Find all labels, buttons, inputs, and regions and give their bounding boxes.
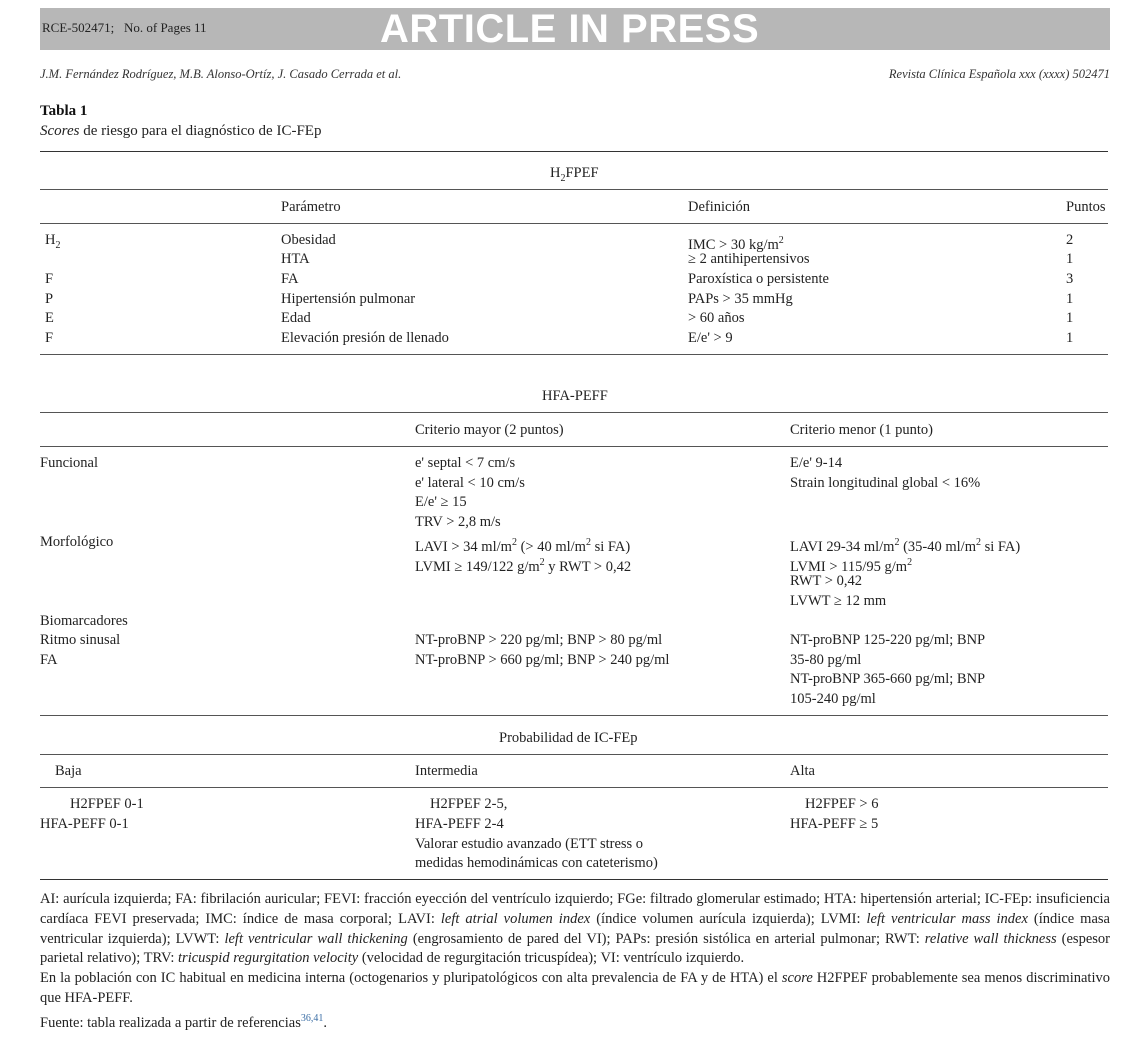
morfologico-menor-line: LVWT ≥ 12 mm	[790, 593, 887, 609]
funcional-mayor-line: TRV > 2,8 m/s	[415, 514, 501, 530]
h2fpef-def: Paroxística o persistente	[688, 271, 829, 287]
funcional-mayor-line: E/e' ≥ 15	[415, 494, 467, 510]
abbreviations	[40, 890, 1110, 969]
h2fpef-param: Edad	[281, 310, 311, 326]
h2fpef-param: HTA	[281, 251, 310, 267]
h2fpef-def-imc: IMC > 30 $kg/m^2$	[688, 235, 784, 253]
h2fpef-pts: 2	[1066, 232, 1074, 248]
h2fpef-def: E/e' > 9	[688, 330, 733, 346]
probabilidad-title-rule	[40, 754, 1108, 755]
morfologico-menor-line: LAVI 29-34 $ml/m^2$ (35-40 $ml/m^2$ si FA)	[790, 537, 1021, 555]
row-label-fa: FA	[40, 652, 58, 668]
hfapeff-title: HFA-PEFF	[542, 388, 608, 404]
morfologico-mayor-line: LVMI ≥ 149/122 $g/m^2$ y RWT > 0,42	[415, 557, 632, 575]
abbrev-text: AI: aurícula izquierda; FA: fibrilación auricular; FEVI: fracción eyección del ventrículo izquierdo; FGe: filtrado glomerular estimado; HTA: hipertensión arterial; IC-FEp: insuficiencia cardíaca FEVI preservada; IMC: índice de masa corporal; LAVI:	[40, 891, 1110, 927]
h2fpef-letter: E	[45, 310, 54, 326]
reference-link[interactable]: 36,41	[300, 1012, 324, 1024]
h2fpef-param: Hipertensión pulmonar	[281, 291, 416, 307]
abbrev-text: (engrosamiento de pared del VI); PAPs: presión sistólica en arterial pulmonar; RWT:	[407, 930, 925, 947]
header-baja: Baja	[55, 763, 82, 779]
note-italic: score	[781, 970, 813, 987]
caption-rest: de riesgo para el diagnóstico de IC-FEp	[79, 123, 322, 139]
abbrev-text: (índice masa ventricular izquierda); LVWT:	[40, 910, 1110, 947]
header-criterio-mayor: Criterio mayor (2 puntos)	[415, 422, 564, 438]
hfapeff-title-rule	[40, 412, 1108, 413]
h2fpef-def: > 60 años	[688, 310, 745, 326]
h2fpef-header-rule	[40, 223, 1108, 224]
doc-meta	[42, 20, 207, 36]
intermedia-line: HFA-PEFF 2-4	[415, 816, 504, 832]
row-label-ritmo-sinusal: Ritmo sinusal	[40, 632, 121, 648]
biomarcadores-menor-line: NT-proBNP 365-660 pg/ml; BNP	[790, 671, 986, 687]
h2fpef-pts: 1	[1066, 291, 1074, 307]
h2fpef-pts: 3	[1066, 271, 1074, 287]
abbrev-text: (velocidad de regurgitación tricuspídea); VI: ventrículo izquierdo.	[358, 950, 745, 967]
h2fpef-bottom-rule	[40, 354, 1108, 355]
h2fpef-title-rest: FPEF	[565, 165, 599, 181]
intermedia-line: Valorar estudio avanzado (ETT stress o	[415, 836, 644, 852]
article-in-press-banner	[40, 8, 1110, 50]
header-alta: Alta	[790, 763, 815, 779]
table-caption	[40, 123, 321, 140]
morfologico-mayor-line: LAVI > 34 $ml/m^2$ (> 40 $ml/m^2$ si FA)	[415, 537, 631, 555]
biomarcadores-menor-line: NT-proBNP 125-220 pg/ml; BNP	[790, 632, 986, 648]
h2fpef-def: ≥ 2 antihipertensivos	[688, 251, 810, 267]
h2fpef-param: FA	[281, 271, 299, 287]
abbrev-italic: left ventricular wall thickening	[224, 930, 408, 947]
funcional-menor-line: Strain longitudinal global < 16%	[790, 475, 981, 491]
table-bottom-rule	[40, 879, 1108, 880]
h2fpef-title-h: H	[550, 165, 561, 181]
h2fpef-letter: F	[45, 330, 54, 346]
baja-line: HFA-PEFF 0-1	[40, 816, 129, 832]
baja-line: H2FPEF 0-1	[70, 796, 144, 812]
funcional-mayor-line: e' lateral < 10 cm/s	[415, 475, 525, 491]
morfologico-menor-line: RWT > 0,42	[790, 573, 862, 589]
header-definicion: Definición	[688, 199, 751, 215]
ritmo-mayor: NT-proBNP > 220 pg/ml; BNP > 80 pg/ml	[415, 632, 663, 648]
funcional-menor-line: E/e' 9-14	[790, 455, 843, 471]
doc-id: RCE-502471;	[42, 20, 115, 35]
row-label-biomarcadores: Biomarcadores	[40, 613, 128, 629]
h2fpef-pts: 1	[1066, 310, 1074, 326]
biomarcadores-menor-line: 35-80 pg/ml	[790, 652, 862, 668]
page-count: No. of Pages 11	[123, 20, 207, 35]
table-number: Tabla 1	[40, 103, 88, 119]
authors: J.M. Fernández Rodríguez, M.B. Alonso-Ortíz, J. Casado Cerrada et al.	[40, 67, 402, 81]
intermedia-line: H2FPEF 2-5,	[430, 796, 508, 812]
source-text: Fuente: tabla realizada a partir de referencias	[40, 1014, 301, 1031]
abbrev-italic: relative wall thickness	[924, 930, 1057, 947]
header-parametro: Parámetro	[281, 199, 341, 215]
h2fpef-title-sub: 2	[560, 172, 566, 184]
hfapeff-bottom-rule	[40, 715, 1108, 716]
table-top-rule	[40, 151, 1108, 152]
intermedia-line: medidas hemodinámicas con cateterismo)	[415, 855, 658, 871]
source	[40, 1009, 1110, 1034]
header-criterio-menor: Criterio menor (1 punto)	[790, 422, 933, 438]
banner-text: ARTICLE IN PRESS	[380, 7, 760, 51]
alta-line: HFA-PEFF ≥ 5	[790, 816, 879, 832]
h2fpef-letter: P	[45, 291, 54, 307]
abbrev-italic: tricuspid regurgitation velocity	[178, 950, 359, 967]
caption-italic: Scores	[40, 123, 80, 139]
h2fpef-pts: 1	[1066, 251, 1074, 267]
biomarcadores-menor-line: 105-240 pg/ml	[790, 691, 876, 707]
h2fpef-param: Obesidad	[281, 232, 336, 248]
header-intermedia: Intermedia	[415, 763, 478, 779]
abbrev-text: (índice volumen aurícula izquierda); LVMI:	[590, 910, 867, 927]
hfapeff-header-rule	[40, 446, 1108, 447]
morfologico-menor-line: LVMI > 115/95 $g/m^2$	[790, 557, 913, 575]
journal-citation: Revista Clínica Española xxx (xxxx) 502471	[888, 67, 1110, 81]
row-label-funcional: Funcional	[40, 455, 98, 471]
fa-mayor: NT-proBNP > 660 pg/ml; BNP > 240 pg/ml	[415, 652, 670, 668]
funcional-mayor-line: e' septal < 7 cm/s	[415, 455, 516, 471]
row-label-morfologico: Morfológico	[40, 534, 114, 550]
abbrev-italic: left ventricular mass index	[866, 910, 1028, 927]
h2fpef-letter: F	[45, 271, 54, 287]
h2fpef-pts: 1	[1066, 330, 1074, 346]
note	[40, 969, 1110, 1009]
probabilidad-title: Probabilidad de IC-FEp	[499, 730, 638, 746]
abbrev-italic: left atrial volumen index	[440, 910, 591, 927]
h2fpef-def: PAPs > 35 mmHg	[688, 291, 793, 307]
alta-line: H2FPEF > 6	[805, 796, 879, 812]
h2fpef-title-rule	[40, 189, 1108, 190]
table-footnote	[40, 890, 1110, 1033]
note-text: En la población con IC habitual en medicina interna (octogenarios y pluripatológicos con alta prevalencia de FA y de HTA) el	[40, 970, 782, 987]
header-puntos: Puntos	[1066, 199, 1106, 215]
h2fpef-letter-h2: $H_2$	[45, 232, 61, 251]
h2fpef-title	[550, 164, 599, 188]
abbrev-text: (espesor parietal relativo); TRV:	[40, 930, 1110, 967]
h2fpef-param: Elevación presión de llenado	[281, 330, 449, 346]
probabilidad-header-rule	[40, 787, 1108, 788]
source-end: .	[323, 1014, 327, 1031]
note-text: H2FPEF probablemente sea menos discriminativo que HFA-PEFF.	[40, 970, 1110, 1006]
